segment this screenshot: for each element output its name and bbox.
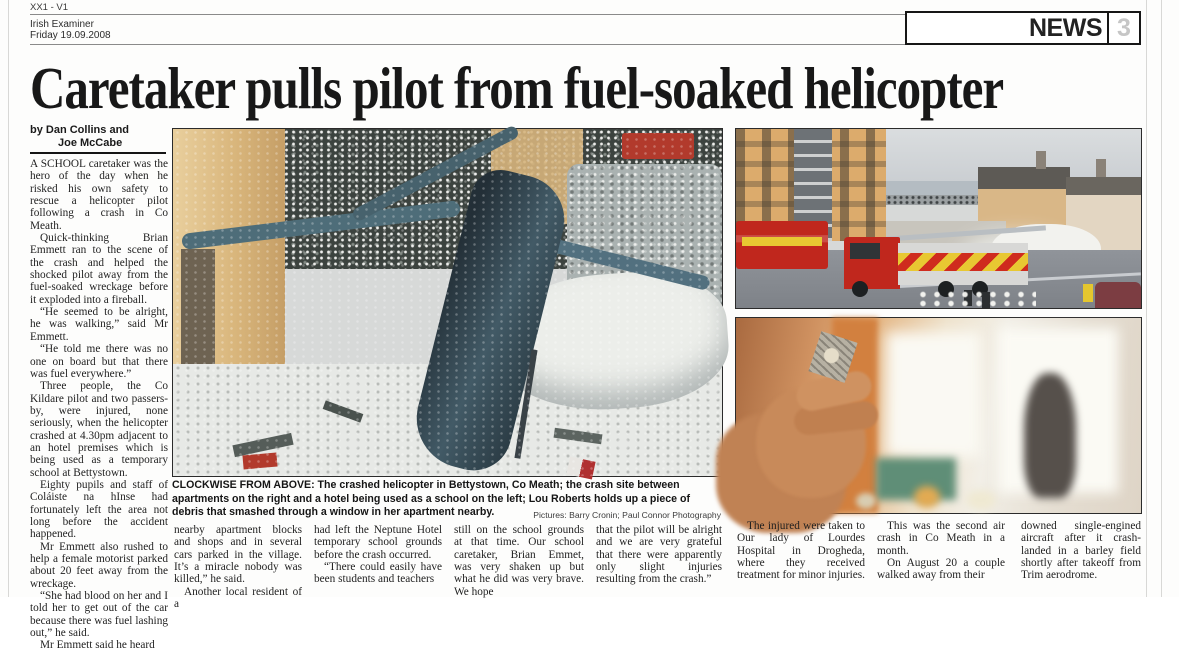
article-column-4 — [454, 524, 584, 597]
paragraph: “He told me there was no one on board but that there was fuel everywhere.” — [30, 343, 168, 380]
person-silhouette — [1024, 373, 1076, 498]
page-fold-line — [1161, 0, 1162, 597]
article-column-6 — [737, 520, 865, 593]
paragraph: “He seemed to be alright, he was walking,” said Mr Emmett. — [30, 306, 168, 343]
bokeh-light — [914, 486, 940, 508]
hi-vis-figure — [1083, 284, 1093, 302]
masthead-title: Irish Examiner — [30, 19, 94, 30]
paragraph: Three people, the Co Kildare pilot and two passers-by, were injured, none seriously, when the helicopter crashed at 4.30pm adjacent to an hotel premises which is being used as a temporary school at Bettystown. — [30, 380, 168, 479]
paragraph: The injured were taken to Our lady of Lourdes Hospital in Drogheda, where they received treatment for minor injuries. — [737, 520, 865, 582]
bokeh-light — [856, 493, 876, 509]
paragraph: “She had blood on her and I told her to get out of the car because there was fuel lashing out,” he said. — [30, 590, 168, 640]
photo-main-helicopter — [172, 128, 723, 477]
paragraph: Mr Emmett said he heard — [40, 639, 155, 652]
byline-line1: by Dan Collins and — [30, 124, 130, 136]
bokeh-light — [966, 490, 996, 510]
article-column-3 — [314, 524, 442, 597]
article-column-5 — [596, 524, 722, 597]
fire-engine-wheels — [852, 281, 868, 297]
chimneys — [1036, 151, 1046, 169]
paragraph: On August 20 a couple walked away from their — [877, 557, 1005, 582]
article-column-2 — [174, 524, 302, 611]
byline-line2: Joe McCabe — [58, 136, 123, 149]
section-box — [905, 11, 1141, 45]
byline-rule — [30, 152, 166, 154]
fire-engine-body-battenburg — [898, 243, 1028, 285]
fire-engine-left-stripe — [742, 237, 822, 246]
byline — [30, 124, 168, 149]
paragraph: nearby apartment blocks and shops and in several cars parked in the village. It’s a miracle nobody was killed,” he said. — [174, 524, 302, 586]
fire-engine-windscreen — [850, 243, 880, 259]
paragraph: Another local resident of a — [174, 585, 302, 611]
photo-credit: Pictures: Barry Cronin; Paul Connor Photography — [533, 509, 721, 520]
article-left-column — [30, 158, 168, 652]
paragraph: still on the school grounds at that time. Our school caretaker, Brian Emmet, was very shaken up but what he did was very brave. We hope — [454, 524, 584, 598]
paragraph: Mr Emmett also rushed to help a female motorist parked about 20 feet away from the wreckage. — [30, 540, 168, 590]
page-left-edge-line — [8, 0, 9, 597]
scattered-debris — [916, 290, 1036, 308]
photo-debris-in-hand — [735, 317, 1142, 514]
paragraph: This was the second air crash in Co Meath in a month. — [877, 520, 1005, 557]
paragraph: Eighty pupils and staff of Coláiste na hInse had fortunately left the area not long before the accident happened. — [30, 478, 168, 541]
masthead-date: Friday 19.09.2008 — [30, 30, 111, 41]
foam-spray-overlay — [173, 129, 722, 476]
bright-window — [886, 332, 981, 457]
paragraph: “There could easily have been students and teachers — [314, 561, 442, 586]
paragraph: that the pilot will be alright and we are very grateful that there were apparently only slight injuries resulting from the crash.” — [596, 524, 722, 586]
headline: Caretaker pulls pilot from fuel-soaked helicopter — [30, 54, 1004, 122]
paragraph: had left the Neptune Hotel temporary school grounds before the crash occurred. — [314, 524, 442, 561]
section-box-spacer — [907, 13, 1024, 43]
photo-crash-site-fire-engines — [735, 128, 1142, 309]
paragraph: A SCHOOL caretaker was the hero of the day when he risked his own safety to rescue a helicopter pilot following a crash in Co Meath. — [30, 158, 168, 232]
caption-text: CLOCKWISE FROM ABOVE: The crashed helicopter in Bettystown, Co Meath; the crash site between apartments on the right and a hotel being used as a school on the left; Lou Roberts holds up a piece of debris that smashed through a window in her apartment nearby. — [172, 479, 690, 518]
article-column-7 — [877, 520, 1005, 593]
section-label: NEWS — [1029, 13, 1102, 42]
paragraph: Quick-thinking Brian Emmett ran to the scene of the crash and helped the shocked pilot away from the fuel-soaked wreckage before it exploded into a fireball. — [30, 232, 168, 306]
masthead-block — [30, 19, 111, 41]
paragraph: downed single-engined aircraft after it crash-landed in a barley field shortly after takeoff from Trim aerodrome. — [1021, 520, 1141, 582]
article-column-8 — [1021, 520, 1141, 593]
photo-caption — [172, 479, 721, 523]
edition-code: XX1 - V1 — [30, 2, 69, 13]
page-number: 3 — [1107, 13, 1139, 43]
parked-car — [1095, 282, 1141, 308]
